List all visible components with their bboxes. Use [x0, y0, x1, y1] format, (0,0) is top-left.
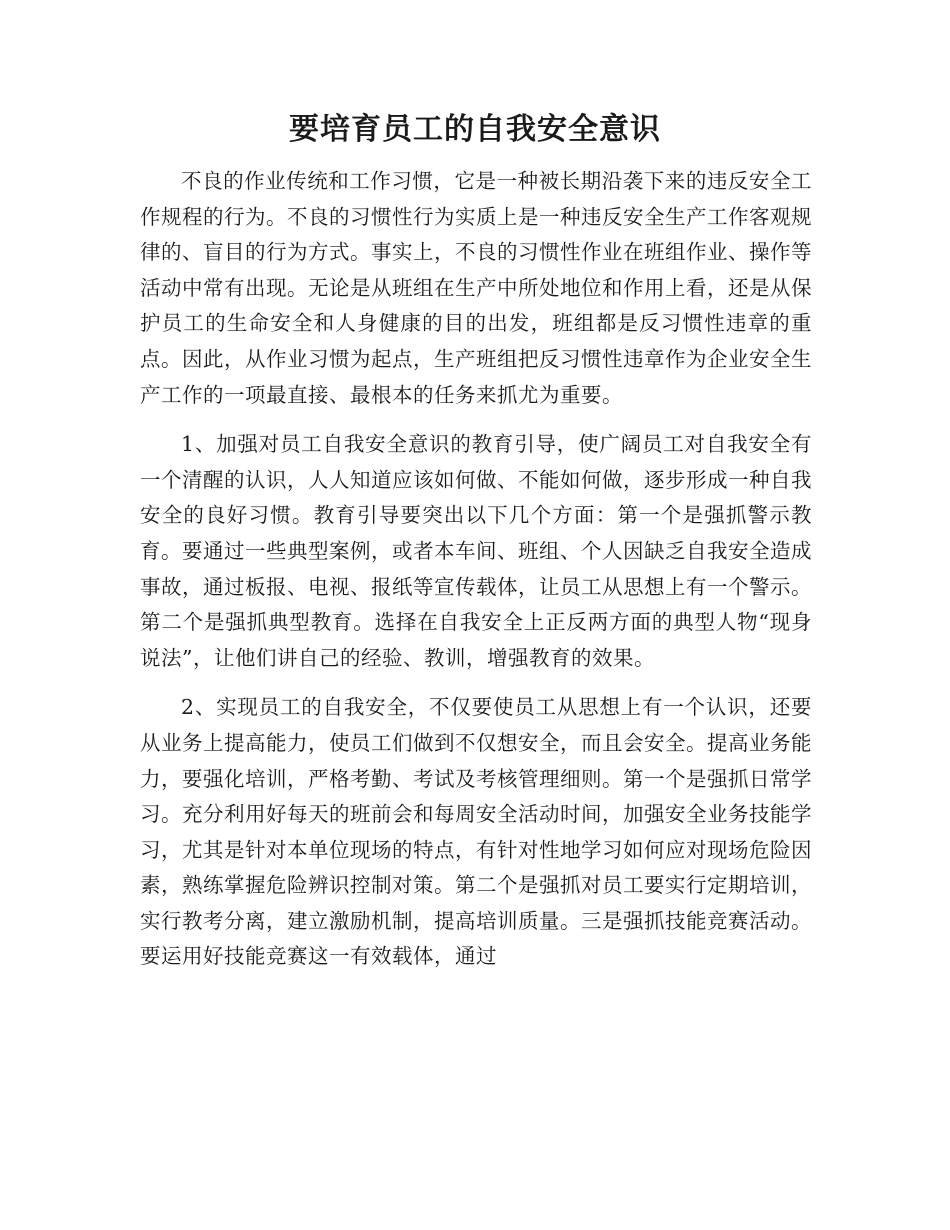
paragraph-point-2: 2、实现员工的自我安全，不仅要使员工从思想上有一个认识，还要从业务上提高能力，使员工们做到不仅想安全，而且会安全。提高业务能力，要强化培训，严格考勤、考试及考核管理细则。第一个是强抓日常学习。充分利用好每天的班前会和每周安全活动时间，加强安全业务技能学习，尤其是针对本单位现场的特点，有针对性地学习如何应对现场危险因素，熟练掌握危险辨识控制对策。第二个是强抓对员工要实行定期培训，实行教考分离，建立激励机制，提高培训质量。三是强抓技能竞赛活动。要运用好技能竞赛这一有效载体，通过: [140, 695, 812, 969]
document-body: [140, 164, 812, 989]
paragraph-intro: 不良的作业传统和工作习惯，它是一种被长期沿袭下来的违反安全工作规程的行为。不良的习惯性行为实质上是一种违反安全生产工作客观规律的、盲目的行为方式。事实上，不良的习惯性作业在班组作业、操作等活动中常有出现。无论是从班组在生产中所处地位和作用上看，还是从保护员工的生命安全和人身健康的目的出发，班组都是反习惯性违章的重点。因此，从作业习惯为起点，生产班组把反习惯性违章作为企业安全生产工作的一项最直接、最根本的任务来抓尤为重要。: [140, 169, 812, 407]
paragraph-point-1: 1、加强对员工自我安全意识的教育引导，使广阔员工对自我安全有一个清醒的认识，人人知道应该如何做、不能如何做，逐步形成一种自我安全的良好习惯。教育引导要突出以下几个方面：第一个是强抓警示教育。要通过一些典型案例，或者本车间、班组、个人因缺乏自我安全造成事故，通过板报、电视、报纸等宣传载体，让员工从思想上有一个警示。第二个是强抓典型教育。选择在自我安全上正反两方面的典型人物“现身说法”，让他们讲自己的经验、教训，增强教育的效果。: [140, 432, 812, 670]
document-title: 要培育员工的自我安全意识: [289, 112, 661, 147]
